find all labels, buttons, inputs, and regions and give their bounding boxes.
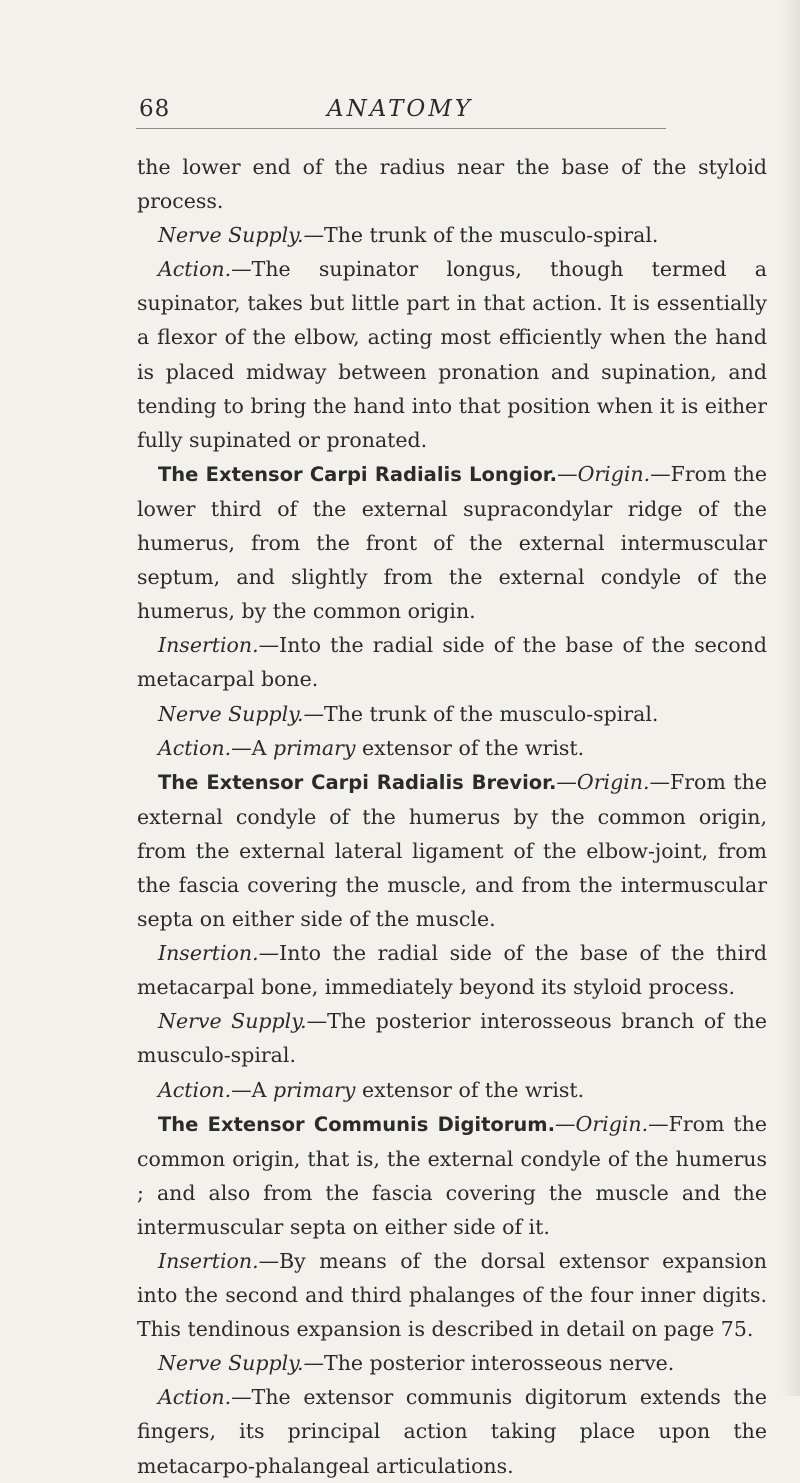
section-label: Action. [158, 735, 232, 760]
body-text [137, 150, 767, 1483]
section-label: Nerve Supply. [158, 223, 304, 248]
muscle-heading: The Extensor Carpi Radialis Longior. [158, 462, 558, 486]
section-label: Action. [158, 257, 232, 282]
section-label: Nerve Supply. [158, 1351, 304, 1376]
running-title: ANATOMY [326, 96, 474, 122]
paragraph: Action.—The supinator longus, though termed a supinator, takes but little part in that action. It is essentially a flexor of the elbow, acting most efficiently when the hand is placed midway between pronation and supination, and tending to bring the hand into that position when it is either fully supinated or pronated. [137, 257, 767, 452]
page-number: 68 [139, 96, 171, 122]
paragraph: Action.—A primary extensor of the wrist. [158, 735, 585, 760]
section-label: Origin. [576, 769, 650, 794]
paragraph: Nerve Supply.—The trunk of the musculo-spiral. [158, 223, 659, 248]
section-label: Insertion. [158, 941, 259, 966]
paragraph: Nerve Supply.—The posterior interosseous branch of the musculo-spiral. [137, 1009, 767, 1068]
section-label: Insertion. [158, 633, 259, 658]
paragraph: The Extensor Communis Digitorum.—Origin.—From the common origin, that is, the external condyle of the humerus ; and also from the fascia covering the muscle and the intermuscular septa on either side of it. [137, 1111, 767, 1239]
paragraph: the lower end of the radius near the base of the styloid process. [137, 155, 767, 214]
paragraph: Insertion.—Into the radial side of the base of the third metacarpal bone, immediately beyond its styloid process. [137, 941, 767, 1000]
paragraph: Action.—A primary extensor of the wrist. [158, 1077, 585, 1102]
page-edge [780, 0, 800, 1396]
section-label: Nerve Supply. [158, 701, 304, 726]
paragraph: Insertion.—By means of the dorsal extensor expansion into the second and third phalanges of the four inner digits. This tendinous expansion is described in detail on page 75. [137, 1249, 767, 1342]
muscle-heading: The Extensor Communis Digitorum. [158, 1112, 556, 1136]
section-label: Origin. [575, 1111, 649, 1136]
paragraph: The Extensor Carpi Radialis Brevior.—Origin.—From the external condyle of the humerus by the common origin, from the external lateral ligament of the elbow-joint, from the fascia covering the muscle, and from the intermuscular septa on either side of the muscle. [137, 769, 767, 932]
section-label: Insertion. [158, 1249, 259, 1273]
paragraph: Nerve Supply.—The trunk of the musculo-spiral. [158, 701, 659, 726]
page-header [0, 92, 800, 132]
paragraph: Nerve Supply.—The posterior interosseous nerve. [158, 1351, 675, 1376]
paragraph: Action.—The extensor communis digitorum extends the fingers, its principal action taking place upon the metacarpo-phalangeal articulations. [137, 1385, 767, 1478]
section-label: Action. [158, 1077, 232, 1102]
section-label: Origin. [577, 461, 651, 486]
section-label: Action. [158, 1385, 232, 1410]
section-label: Nerve Supply. [158, 1009, 307, 1034]
paragraph: Insertion.—Into the radial side of the base of the second metacarpal bone. [137, 633, 767, 692]
paragraph: The Extensor Carpi Radialis Longior.—Origin.—From the lower third of the external supracondylar ridge of the humerus, from the front of the external intermuscular septum, and slightly from the external condyle of the humerus, by the common origin. [137, 461, 767, 624]
muscle-heading: The Extensor Carpi Radialis Brevior. [158, 770, 557, 794]
header-rule [136, 128, 666, 129]
